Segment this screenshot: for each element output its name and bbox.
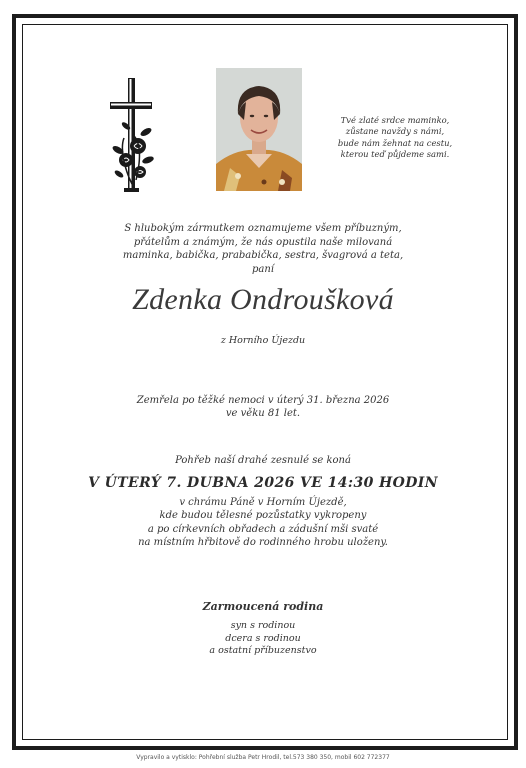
- funeral-detail-line: kde budou tělesné pozůstatky vykropeny: [159, 510, 367, 522]
- funeral-intro: Pohřeb naší drahé zesnulé se koná: [175, 455, 351, 466]
- mourner-line: syn s rodinou: [230, 620, 296, 631]
- funeral-details: [30, 496, 496, 550]
- intro-line: S hlubokým zármutkem oznamujeme všem příbuzným,: [124, 223, 402, 234]
- funeral-date: V ÚTERÝ 7. DUBNA 2026 VE 14:30 HODIN: [88, 475, 438, 491]
- poem-line: kterou teď půjdeme sami.: [340, 149, 450, 160]
- mourners-list: [30, 620, 496, 658]
- deceased-origin: z Horního Újezdu: [220, 335, 306, 346]
- poem-line: Tvé zlaté srdce maminko,: [340, 115, 450, 125]
- memorial-poem: [320, 115, 470, 161]
- funeral-detail-line: v chrámu Páně v Horním Újezdě,: [179, 497, 347, 508]
- poem-line: bude nám žehnat na cestu,: [337, 137, 453, 148]
- mourner-line: dcera s rodinou: [225, 632, 301, 644]
- death-notice: [30, 394, 496, 420]
- announcement-intro: [30, 222, 496, 276]
- mourners-title: Zarmoucená rodina: [202, 600, 324, 613]
- intro-line: paní: [251, 263, 274, 275]
- poem-line: zůstane navždy s námi,: [345, 126, 445, 137]
- printer-footer: Vypravilo a vytisklo: Pohřební služba Petr Hrodil, tel.573 380 350, mobil 602 772377: [136, 754, 390, 761]
- intro-line: přátelům a známým, že nás opustila naše milovaná: [133, 236, 393, 248]
- funeral-detail-line: na místním hřbitově do rodinného hrobu uloženy.: [138, 537, 388, 549]
- cross-with-roses-icon: [102, 76, 162, 196]
- death-line: Zemřela po těžké nemoci v úterý 31. března 2026: [136, 395, 390, 406]
- portrait-photo: [216, 68, 302, 191]
- mourner-line: a ostatní příbuzenstvo: [209, 645, 317, 657]
- intro-line: maminka, babička, prababička, sestra, švagrová a teta,: [122, 250, 404, 262]
- death-line: ve věku 81 let.: [225, 408, 301, 419]
- funeral-detail-line: a po církevních obřadech a zádušní mši svaté: [147, 523, 379, 535]
- deceased-name: Zdenka Ondroušková: [132, 283, 394, 316]
